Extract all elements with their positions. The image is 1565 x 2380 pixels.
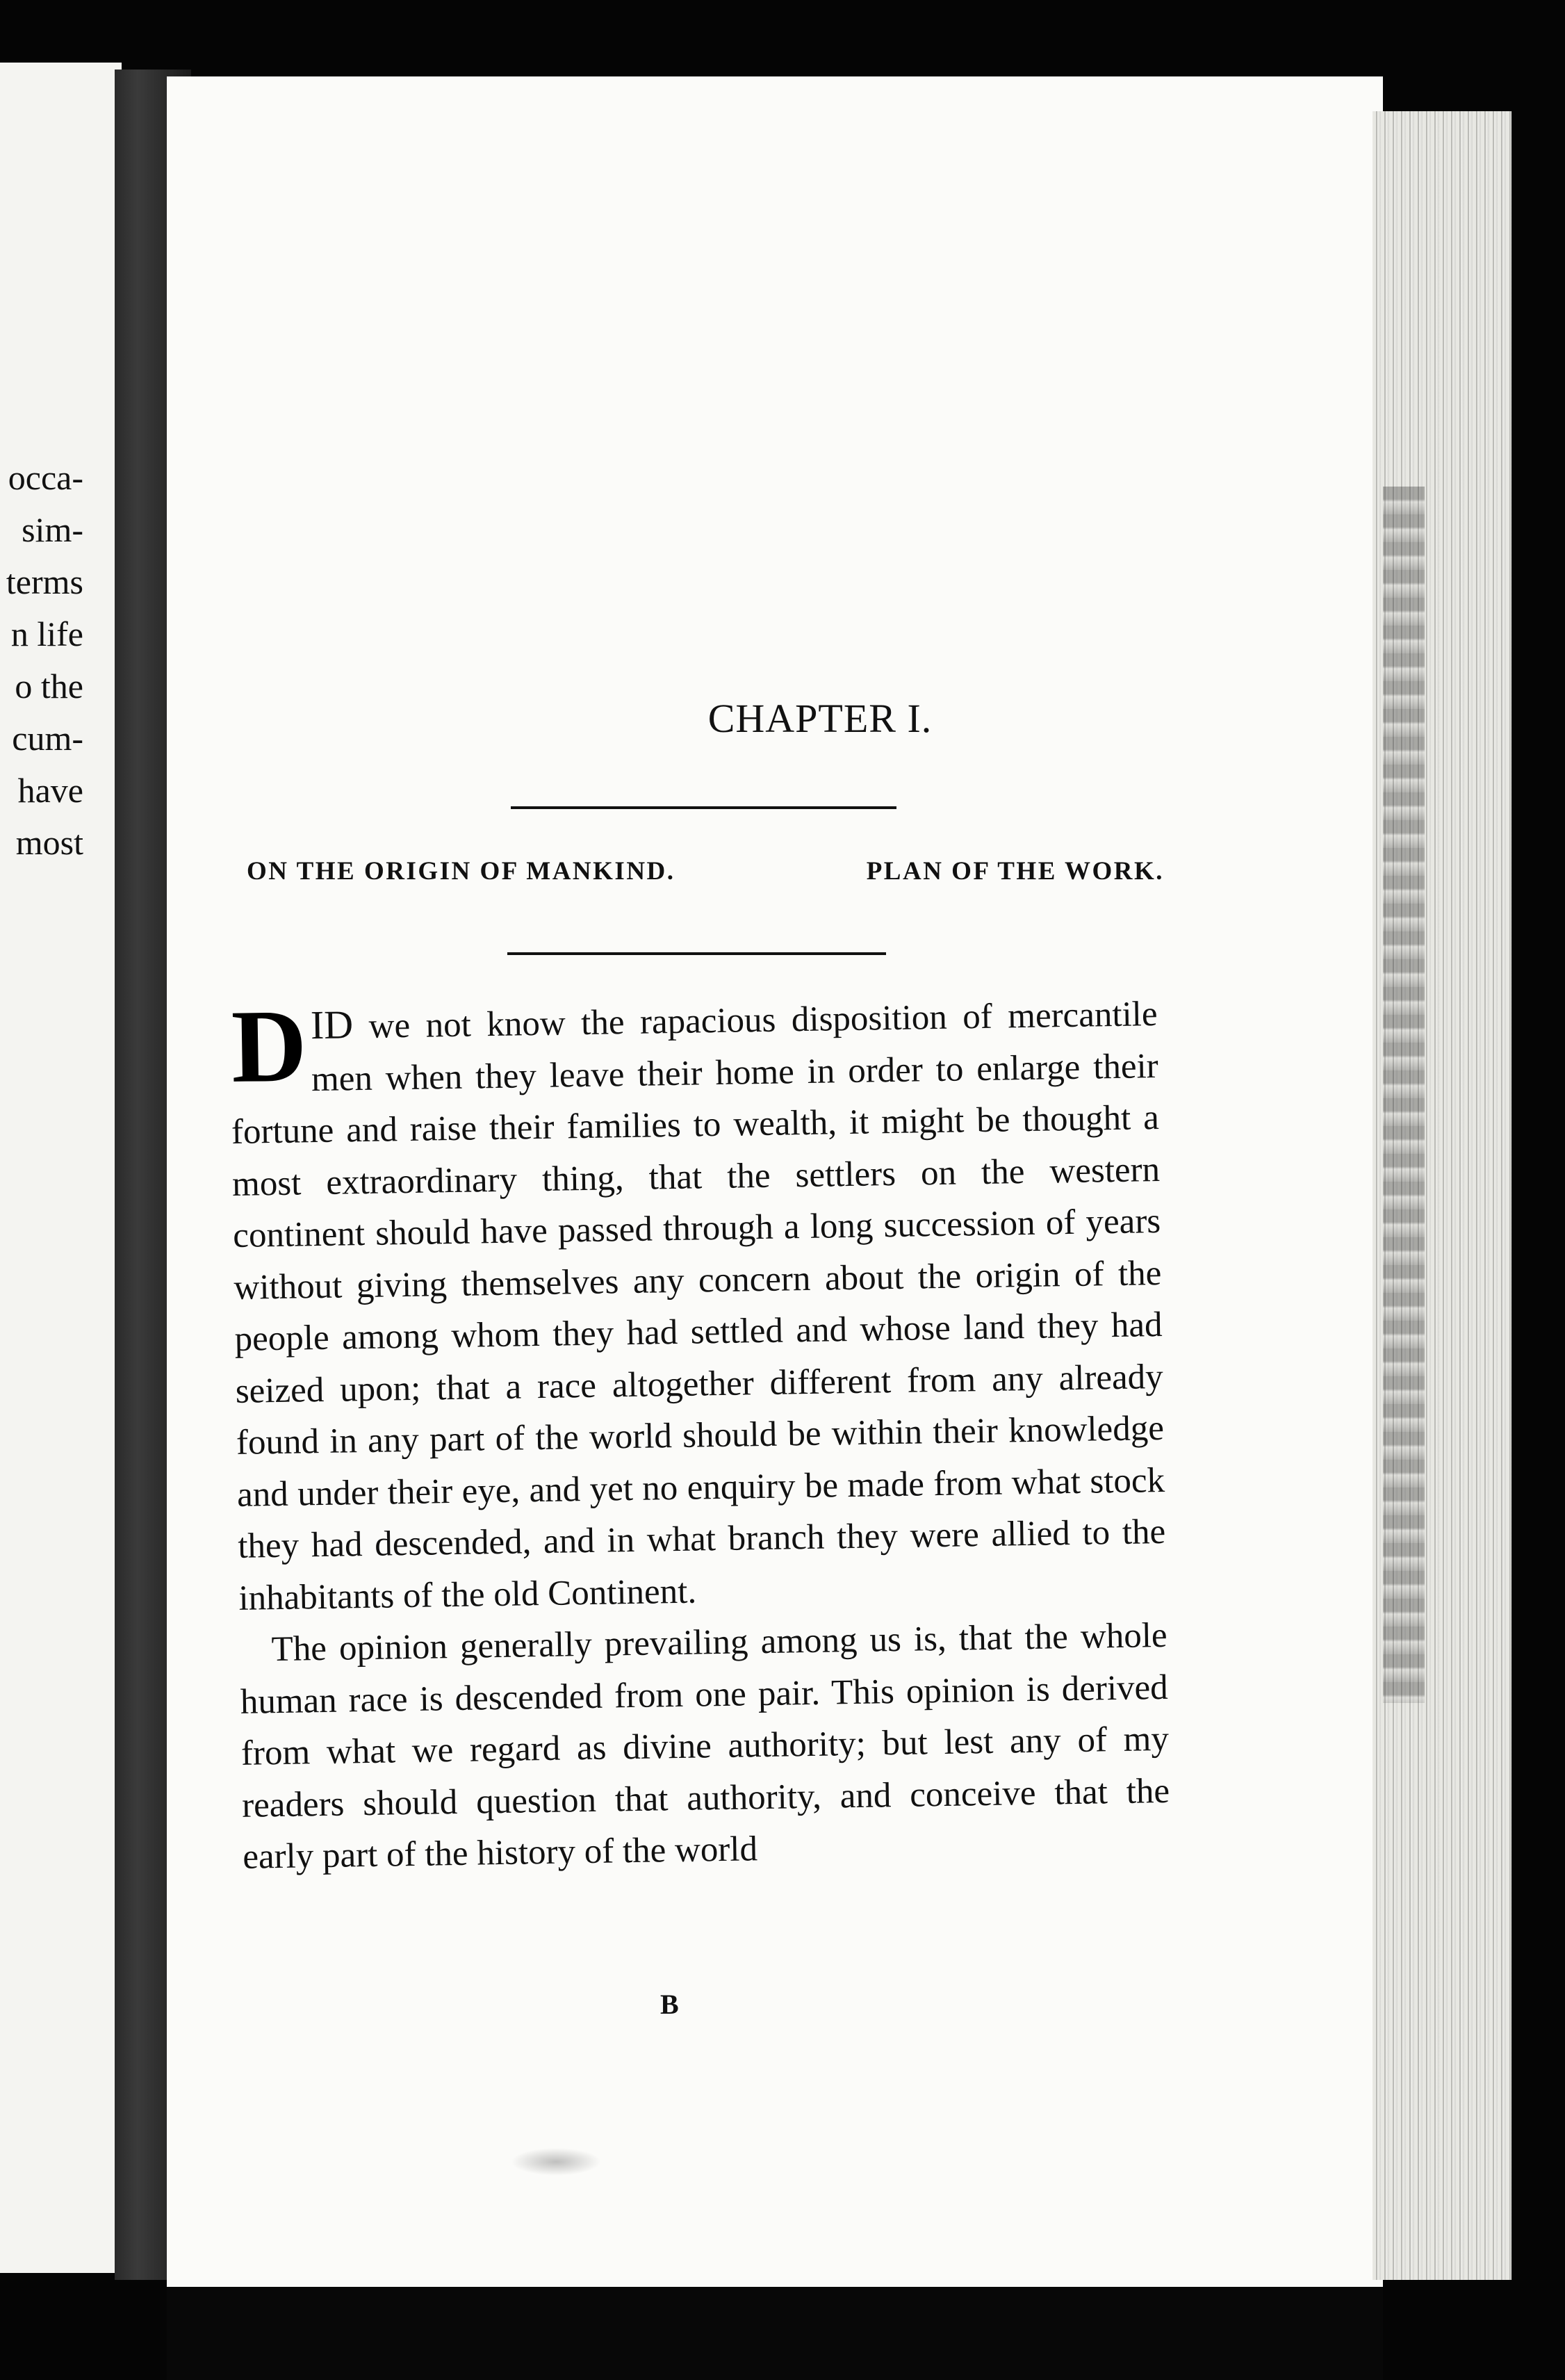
paragraph-2: The opinion generally prevailing among us is, that the whole human race is descended from one pair. This opinion is derived from what we regard as divine authority; but lest any of my readers should question that authority, and conceive that the early part of the history of the world	[240, 1615, 1170, 1877]
paragraph-1	[229, 986, 1167, 1624]
first-word: ID	[310, 1002, 354, 1048]
subtitle-part-2: PLAN OF THE WORK.	[866, 857, 1164, 886]
drop-cap: D	[230, 988, 308, 1105]
left-line: sim-	[22, 510, 83, 549]
bottom-shadow	[167, 2287, 1383, 2380]
left-line: terms	[6, 562, 83, 601]
left-line: occa-	[8, 458, 83, 497]
left-line: o the	[15, 667, 83, 706]
chapter-title: CHAPTER I.	[707, 696, 933, 741]
left-line: cum-	[12, 719, 83, 758]
title-rule-top	[511, 806, 896, 809]
left-line: n life	[10, 614, 83, 653]
page-smudge	[511, 2148, 601, 2176]
paragraph-1-text: we not know the rapacious disposition of mercantile men when they leave their home in order to enlarge their fortune and raise their families to wealth, it might be thought a most extraordinary thing, that the settlers on the western continent should have passed through a long succession of years without giving themselves any concern about the origin of the people among whom they had settled and whose land they had seized upon; that a race altogether different from any already found in any part of the world should be within their knowledge and under their eye, and yet no enquiry be made from what stock they had descended, and in what branch they were allied to the inhabitants of the old Continent.	[231, 995, 1166, 1618]
left-line: have	[17, 771, 83, 810]
left-page-text	[0, 452, 122, 869]
signature-mark: B	[660, 1989, 679, 2020]
subtitle-part-1: ON THE ORIGIN OF MANKIND.	[247, 857, 675, 886]
bleed-through-stamp	[1383, 487, 1425, 1703]
left-facing-page	[0, 63, 122, 2273]
chapter-subtitle	[247, 856, 1164, 886]
left-line: most	[15, 823, 83, 862]
body-text	[229, 986, 1171, 1883]
title-rule-bottom	[507, 952, 886, 955]
